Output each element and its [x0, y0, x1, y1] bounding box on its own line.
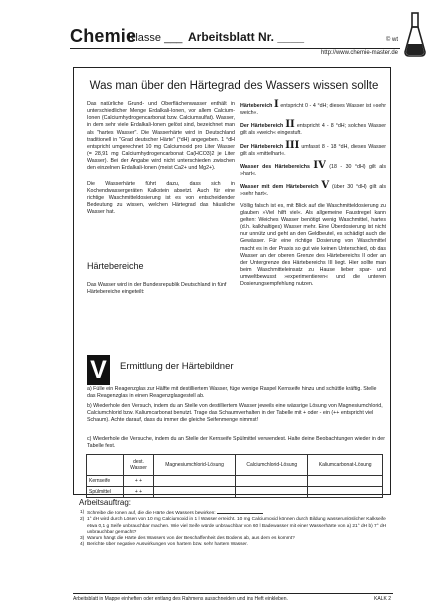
table-row-label: Spülmittel [87, 487, 124, 498]
hardness-range-item [240, 182, 386, 198]
table-cell-blank[interactable] [236, 476, 308, 487]
assignment-number: 4) [80, 542, 85, 548]
assignment-number: 1) [80, 510, 85, 515]
assignment-title: Arbeitsauftrag: [79, 498, 132, 507]
hardness-range-text: umfasst 8 - 18 °dH, dieses Wasser gilt als »mittelhart«. [240, 143, 386, 157]
section-title: Ermittlung der Härtebildner [120, 361, 234, 372]
hardness-range-prefix: Härtebereich [240, 103, 273, 109]
footer [73, 596, 391, 602]
header [70, 22, 400, 62]
table-header-cell: Kaliumcarbonat-Lösung [308, 455, 383, 476]
header-rule [70, 48, 400, 49]
table-cell-blank[interactable] [154, 476, 236, 487]
table-cell-blank[interactable] [154, 487, 236, 498]
website-url: http://www.chemie-master.de [320, 50, 398, 56]
results-table [86, 454, 383, 498]
intro-paragraph: Die Wasserhärte führt dazu, dass sich in Kochendwassergeräten Kalkstein absetzt. Auch für eine richtige Waschmitteldosierung ist es von entscheidender Bedeutung zu wissen, welchen Härtegrad das häusliche Wasser hat. [87, 180, 235, 216]
intro-paragraph: Das natürliche Grund- und Oberflächenwasser enthält in unterschiedlicher Menge Erdalkali-Ionen, vor allem Calcium-Ionen (Calciumhydrogencarbonat bzw. Calciumsulfat). Wasser, in dem sehr viele Erdalkali-Ionen gelöst sind, bezeichnet man als "hartes Wasser". Die Wasserhärte wird in Deutschland traditionell in "Grad deutscher Härte" (°dH) angegeben. 1 °dH entspricht umgerechnet 10 mg Calciumoxid pro Liter Wasser (= 28,91 mg Calciumhydrogencarbonat Ca(HCO3)2 je Liter Wasser). Bei der Angabe wird nicht unterschieden zwischen den einzelnen Erdalkali-Ionen (meist Ca2+ und Mg2+). [87, 101, 235, 172]
assignment-text: Schreibe die Ionen auf, die die Härte des Wassers bewirken: [87, 511, 216, 516]
footer-rule [73, 593, 393, 594]
table-row [87, 476, 383, 487]
table-header-cell: Calciumchlorid-Lösung [236, 455, 308, 476]
table-row-label: Kernseife [87, 476, 124, 487]
task-a: a) Fülle ein Reagenzglas zur Hälfte mit destilliertem Wasser, füge wenige Raspel Kernseife hinzu und schüttle kräftig. Stelle das Reagenzglas in einen Reagenzglasgestell ab. [87, 386, 377, 399]
hardness-range-numeral: IV [313, 159, 326, 171]
copyright-note: © wt [385, 37, 398, 43]
assignment-number: 2) [80, 517, 85, 523]
table-cell: + + [124, 476, 154, 487]
table-header-cell [87, 455, 124, 476]
hardness-range-item [240, 101, 386, 117]
hardness-range-numeral: III [285, 139, 300, 151]
hardness-range-prefix: Wasser mit dem Härtebereich [240, 184, 319, 191]
hardness-range-item [240, 139, 386, 158]
task-b: b) Wiederhole den Versuch, indem du an Stelle von destilliertem Wasser jeweils eine wässrige Lösung von Magnesiumchlorid, Calciumchlorid bzw. Kaliumcarbonat benutzt. Trage das Schaumverhalten in der Tabelle mit + oder - ein (++ entspricht viel Schaum). Achte darauf, dass du immer die gleiche Seifenmenge nimmst! [87, 403, 383, 423]
task-c: c) Wiederhole die Versuche, indem du an Stelle der Kernseife Spülmittel verwendest. Halte deine Beobachtungen wieder in der Tabelle fest. [87, 436, 385, 449]
hardness-range-text: (18 - 30 °dH) gilt als »hart«. [240, 163, 386, 178]
assignment-item [80, 517, 392, 536]
hardness-range-text: entspricht 4 - 8 °dH; solches Wasser gilt als »weich« eingestuft. [240, 123, 386, 137]
page-title: Was man über den Härtegrad des Wassers wissen sollte [89, 80, 379, 92]
hardness-range-numeral: II [285, 119, 295, 131]
table-row [87, 487, 383, 498]
hardness-range-item [240, 159, 386, 178]
hardness-range-item [240, 121, 386, 137]
assignment-number: 3) [80, 536, 85, 542]
table-cell: + + [124, 487, 154, 498]
table-header-cell: Magnesiumchlorid-Lösung [154, 455, 236, 476]
table-cell-blank[interactable] [236, 487, 308, 498]
subheading: Härtebereiche [87, 261, 144, 271]
footer-code: KALK 2 [374, 596, 391, 602]
table-cell-blank[interactable] [308, 476, 383, 487]
dosage-paragraph: Völlig falsch ist es, mit Blick auf die Waschmitteldosierung zu glauben »Viel hilft viel«. Als allgemeine Faustregel kann gelten: Weiches Wasser benötigt wenig Waschmittel, hartes (d.h. kalkhaltiges) Wasser mehr. Eine Überdosierung ist nicht nur unnütz und geht an den Geldbeutel, es schädigt auch die Gewässer. Für eine richtige Dosierung von Waschmittel macht es in der Praxis so gut wie keinen Unterschied, ob das Wasser an der oberen Grenze des Härtebereichs II oder an der Untergrenze des Härtebereichs III liegt. Hier sollte man beim Waschmitteleinsatz zu Hause lieber spar- und umweltbewusst »experimentieren« und die unteren Dosierungsempfehlung nutzen. [240, 202, 386, 288]
sheet-number-field: Arbeitsblatt Nr. ____ [188, 30, 305, 44]
table-header-cell: dest. Wasser [124, 455, 154, 476]
assignment-list [80, 510, 392, 549]
hardness-range-numeral: I [274, 99, 279, 110]
table-cell-blank[interactable] [308, 487, 383, 498]
assignment-item [80, 542, 392, 548]
answer-blank[interactable] [217, 510, 263, 514]
hardness-range-prefix: Der Härtebereich [240, 143, 284, 150]
assignment-text: Warum hängt die Härte des Wassers von der Beschaffenheit des Bodens ab, aus dem es kommt? [87, 536, 295, 542]
section-letter-badge: V [87, 355, 110, 385]
hardness-column [240, 101, 386, 292]
intro-column [87, 101, 235, 224]
assignment-text: Berichte über negative Auswirkungen von hartem bzw. sehr hartem Wasser. [87, 542, 248, 548]
footer-text: Arbeitsblatt in Mappe einheften oder entlang des Rahmens ausschneiden und ins Heft einkleben. [73, 596, 288, 602]
content-frame [73, 67, 391, 495]
hardness-range-prefix: Wasser des Härtebereichs [240, 163, 310, 170]
flask-icon [404, 12, 426, 58]
hardness-range-prefix: Der Härtebereich [240, 123, 284, 130]
table-header-row [87, 455, 383, 476]
class-field: Klasse ___ [128, 32, 183, 44]
hardness-range-text: (über 30 °dH) gilt als »sehr hart«. [240, 184, 386, 198]
subject-title: Chemie [70, 26, 137, 46]
hardness-range-numeral: V [321, 180, 330, 192]
subheading-text: Das Wasser wird in der Bundesrepublik Deutschland in fünf Härtebereiche eingeteilt: [87, 282, 227, 296]
hardness-range-text: entspricht 0 - 4 °dH; dieses Wasser ist »sehr weich«. [240, 103, 386, 117]
assignment-text: 1° dH wird durch Lösen von 10 mg Calciumoxid in 1 l Wasser erreicht. 10 mg Calciumoxid können durch Bildung wasserunlöslicher Kalkseife etwa 0,1 g Seife unbrauchbar machen. Wie viel Seife würde unbrauchbar von 60 l Badewasser mit einer Wasserhärte von a) 21° dH b) 7° dH unbrauchbar gemacht? [87, 517, 387, 535]
